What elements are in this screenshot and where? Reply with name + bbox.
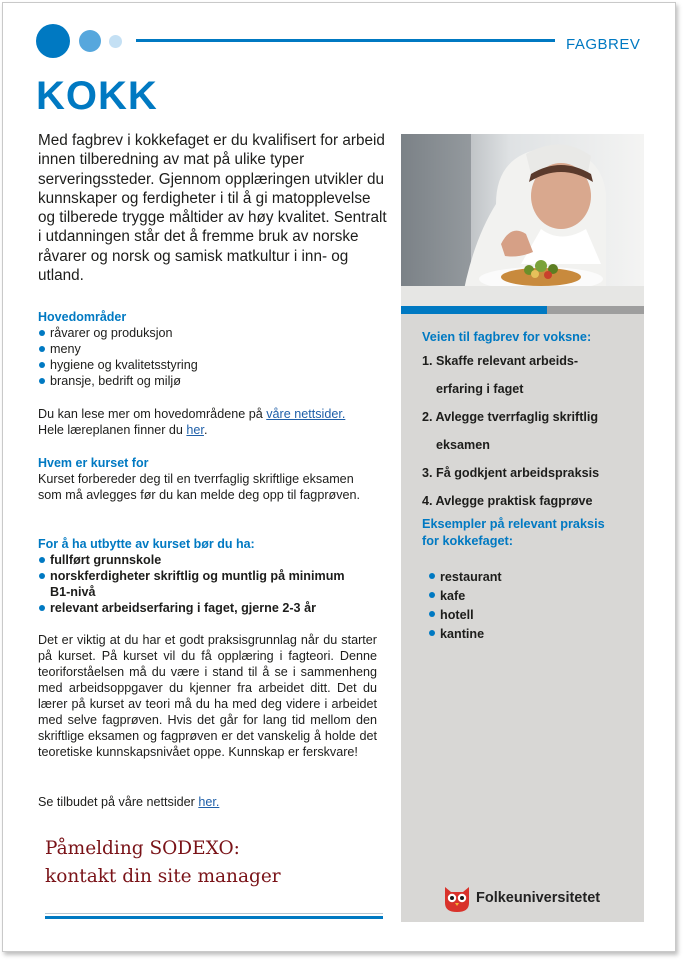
hvem-text: Kurset forbereder deg til en tverrfaglig skriftlige eksamen som må avlegges før du kan melde deg opp til fagprøven. xyxy=(38,472,361,502)
read-more-text: Du kan lese mer om hovedområdene på xyxy=(38,407,267,421)
decor-dot-large xyxy=(36,24,70,58)
list-item: restaurant xyxy=(428,568,502,587)
utbytte-list xyxy=(38,552,378,616)
curriculum-text-end: . xyxy=(203,423,208,437)
step-line: eksamen xyxy=(436,438,490,452)
website-link[interactable]: våre nettsider. xyxy=(266,407,346,421)
list-item: kantine xyxy=(428,625,502,644)
hvem-section xyxy=(38,455,378,503)
list-item: bransje, bedrift og miljø xyxy=(38,373,198,389)
intro-paragraph: Med fagbrev i kokkefaget er du kvalifisert for arbeid innen tilberedning av mat på ulike typer serveringssteder. Gjennom opplæringen utvikler du kunnskaper og ferdigheter i til å gi matopplevelse og tilberede trygge måltider av høy kvalitet. Sentralt i utdanningen står det å fremme bruk av norske råvarer og norsk og samisk matkultur i inn- og utland. xyxy=(38,132,387,285)
step-line: 4. Avlegge praktisk fagprøve xyxy=(422,494,593,508)
hovedomrader-heading: Hovedområder xyxy=(38,310,127,324)
list-item: kafe xyxy=(428,587,502,606)
hvem-heading: Hvem er kurset for xyxy=(38,456,149,470)
steps-list xyxy=(422,353,637,521)
step-item xyxy=(422,409,637,453)
utbytte-heading: For å ha utbytte av kurset bør du ha: xyxy=(38,537,255,551)
chef-photo-illustration xyxy=(401,134,644,306)
list-item: hygiene og kvalitetsstyring xyxy=(38,357,198,373)
sidebar-heading-path: Veien til fagbrev for voksne: xyxy=(422,330,592,344)
logo-text: Folkeuniversitetet xyxy=(476,890,601,906)
hovedomrader-section xyxy=(38,309,198,389)
step-line: 2. Avlegge tverrfaglig skriftlig xyxy=(422,410,599,424)
sidebar-heading-examples xyxy=(422,516,605,550)
step-line: 1. Skaffe relevant arbeids- xyxy=(422,354,579,368)
header-rule xyxy=(136,39,555,42)
page-title: KOKK xyxy=(36,74,158,118)
sodexo-line-2: kontakt din site manager xyxy=(45,866,281,887)
sodexo-line-1: Påmelding SODEXO: xyxy=(45,838,240,859)
offer-line xyxy=(38,794,219,810)
read-more-section xyxy=(38,406,388,438)
examples-list xyxy=(428,568,502,644)
examples-heading-line: Eksempler på relevant praksis xyxy=(422,517,605,531)
step-item xyxy=(422,465,637,481)
hovedomrader-list xyxy=(38,325,198,389)
step-line: erfaring i faget xyxy=(436,382,524,396)
decor-dot-small xyxy=(109,35,122,48)
chef-photo xyxy=(401,134,644,306)
list-item: meny xyxy=(38,341,198,357)
list-item: fullført grunnskole xyxy=(38,552,378,568)
decor-dot-medium xyxy=(79,30,101,52)
list-item: råvarer og produksjon xyxy=(38,325,198,341)
offer-link[interactable]: her. xyxy=(198,795,220,809)
examples-heading-line: for kokkefaget: xyxy=(422,534,513,548)
step-line: 3. Få godkjent arbeidspraksis xyxy=(422,466,600,480)
curriculum-link[interactable]: her xyxy=(186,423,204,437)
step-item xyxy=(422,493,637,509)
body-paragraph: Det er viktig at du har et godt praksisgrunnlag når du starter på kurset. På kurset vil du få opplæring i fagteori. Denne teoriforståelsen må du være i stand til å se i sammenheng med arbeidsoppgaver du kjenner fra arbeidet ditt. Det du lærer på kurset av teori må du ha med deg videre i arbeidet med selve fagprøven. Hvis det går for lang tid mellom den skriftlige eksamen og fagprøven er det vanskelig å holde det teoretiske kunnskapsnivået oppe. Kunnskap er ferskvare! xyxy=(38,633,377,759)
footer-rule xyxy=(45,916,383,919)
sodexo-note xyxy=(45,835,281,891)
step-item xyxy=(422,353,637,397)
list-item: norskferdigheter skriftlig og muntlig på minimum B1-nivå xyxy=(38,568,378,600)
curriculum-text: Hele læreplanen finner du xyxy=(38,423,187,437)
list-item: relevant arbeidserfaring i faget, gjerne 2-3 år xyxy=(38,600,378,616)
utbytte-section xyxy=(38,536,378,616)
list-item: hotell xyxy=(428,606,502,625)
owl-icon xyxy=(443,883,471,913)
offer-text: Se tilbudet på våre nettsider xyxy=(38,795,199,809)
header-label: FAGBREV xyxy=(566,36,641,53)
photo-band xyxy=(401,306,644,314)
folkeuniversitetet-logo xyxy=(443,883,600,913)
